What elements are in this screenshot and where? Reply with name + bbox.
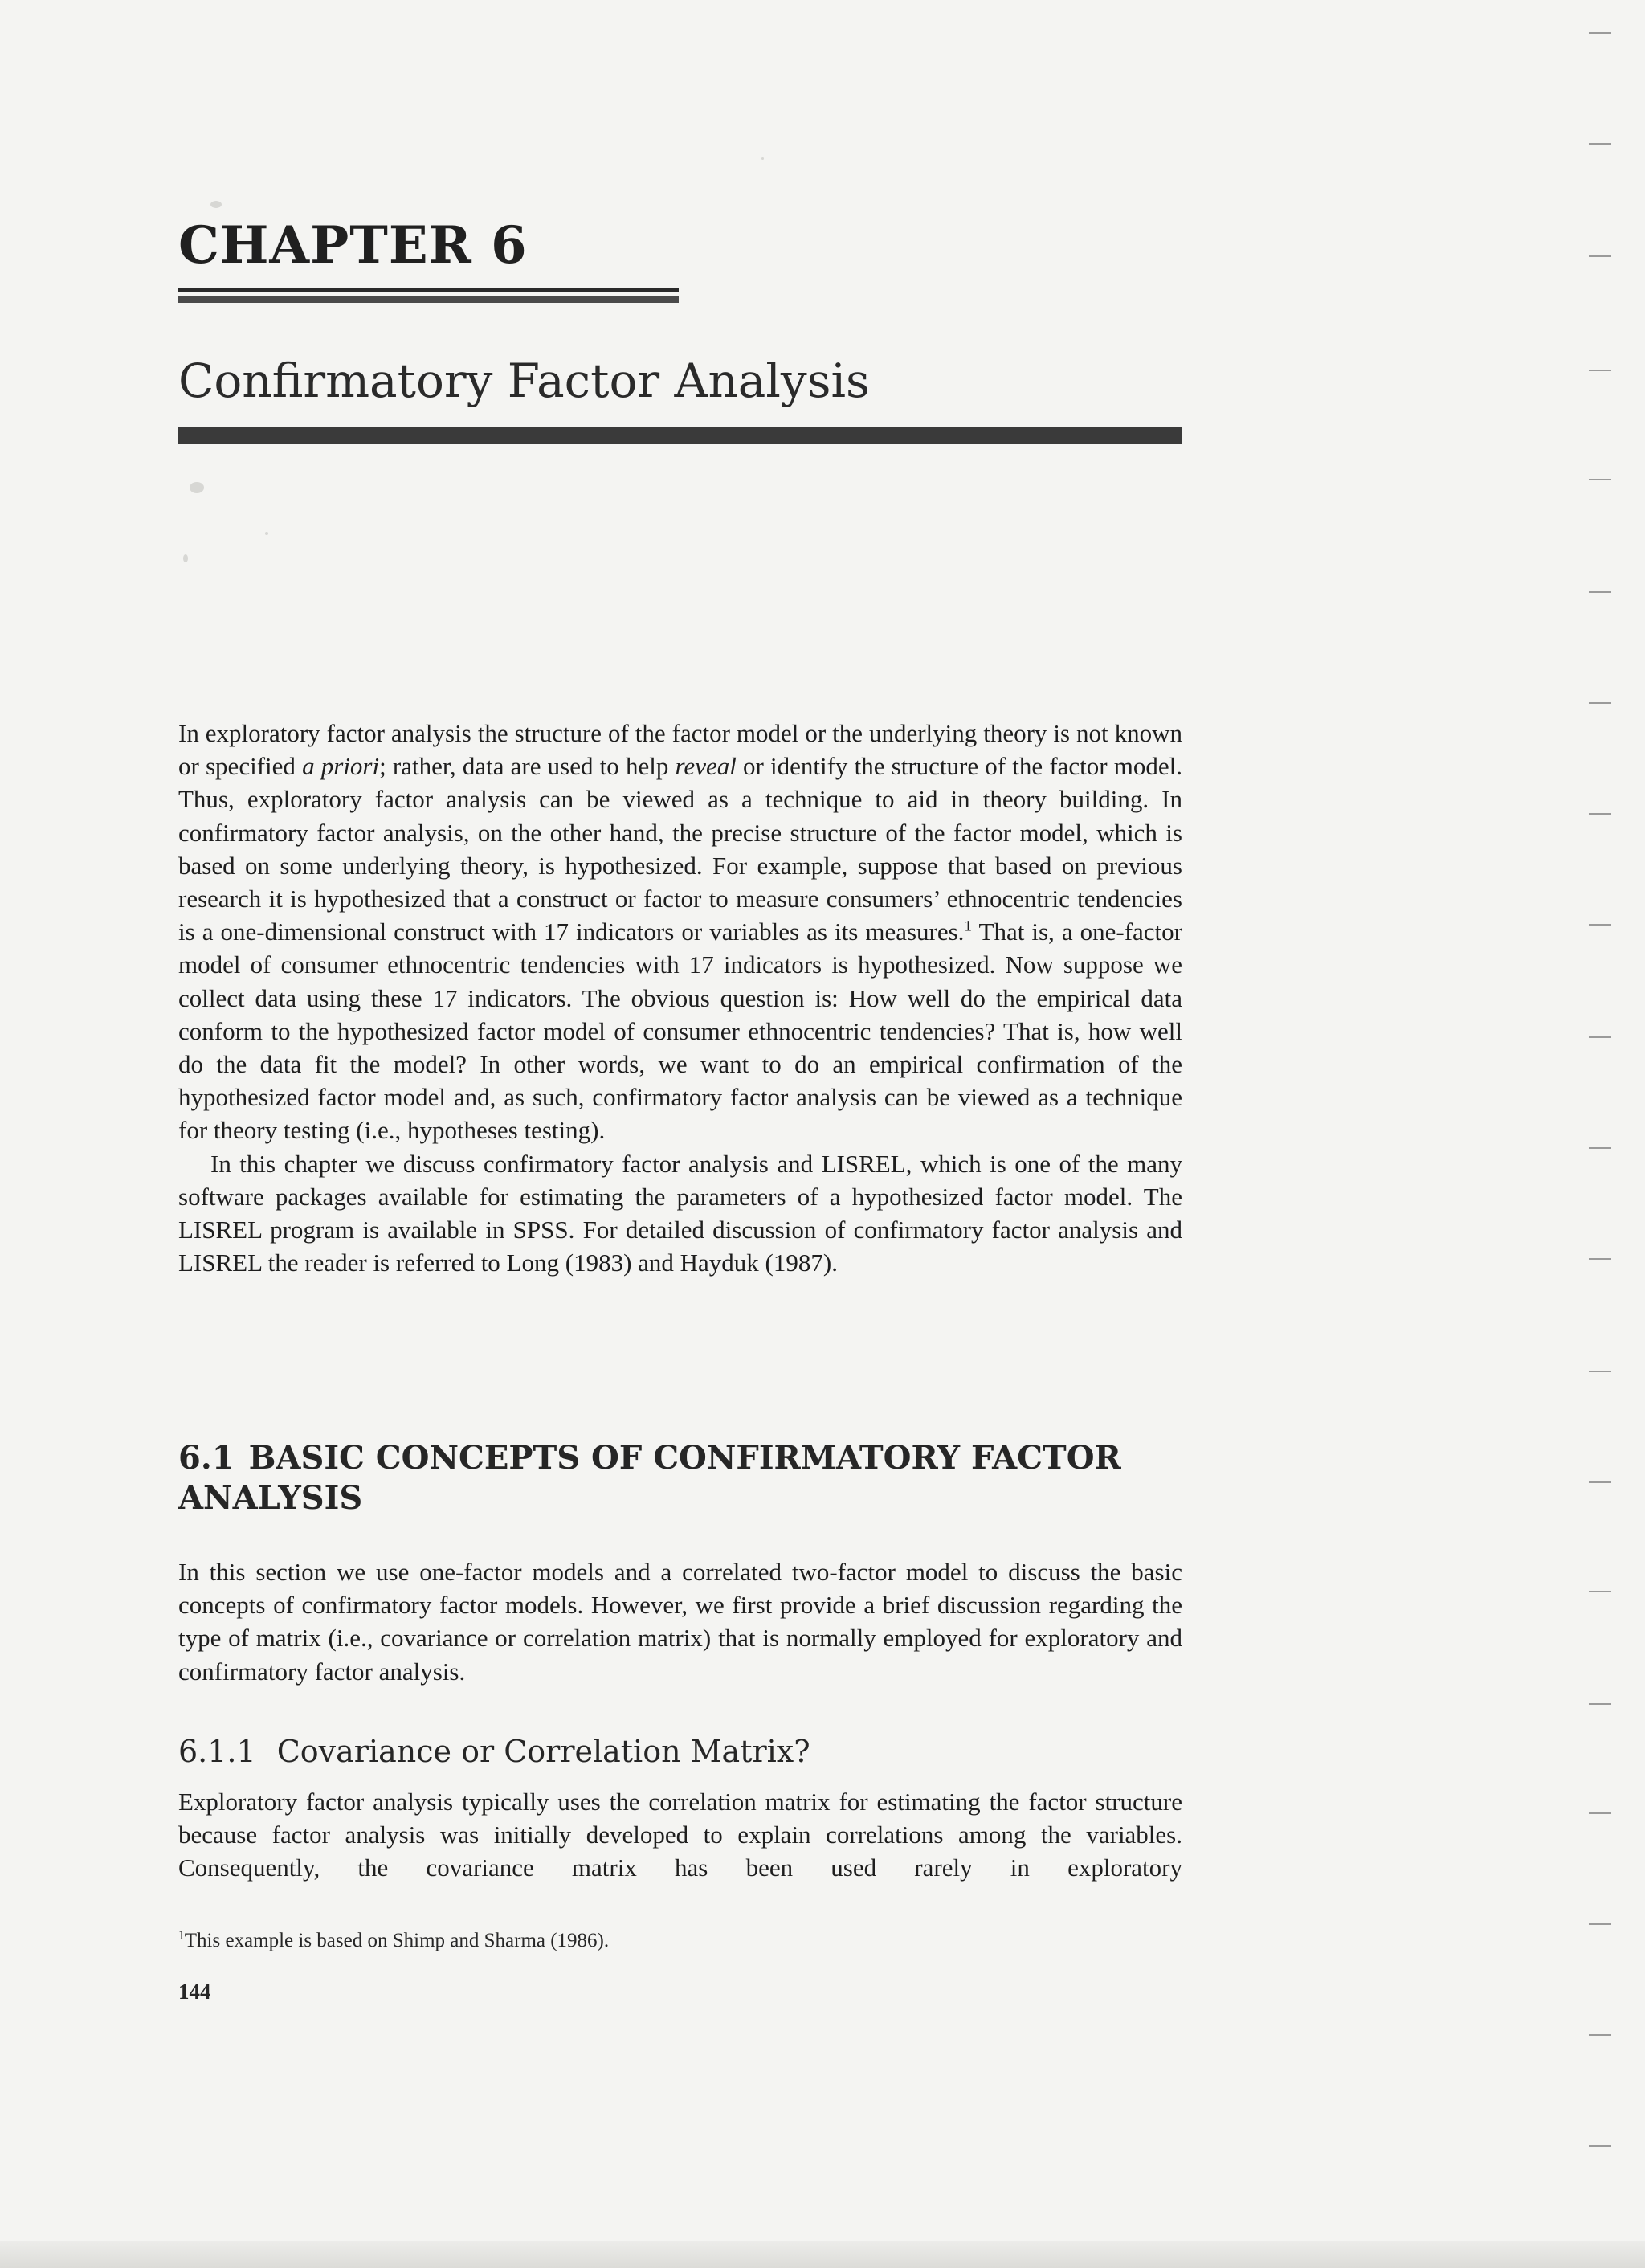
subsection-number: 6.1.1 (178, 1734, 256, 1769)
scan-speck (210, 201, 222, 208)
subsection-title: Covariance or Correlation Matrix? (276, 1734, 810, 1769)
subsection-paragraph: Exploratory factor analysis typically uses the correlation matrix for estimating the factor structure because factor analysis was initially developed to explain correlations among the variables. Consequently, the covariance matrix has been used rarely in exploratory (178, 1788, 1182, 1882)
chapter-title: Confirmatory Factor Analysis (178, 353, 870, 408)
intro-paragraph-1: In exploratory factor analysis the structure of the factor model or the underlying theory is not known or specified a priori; rather, data are used to help reveal or identify the structure of the factor model. Thus, exploratory factor analysis can be viewed as a technique to aid in theory building. In confirmatory factor analysis, on the other hand, the precise structure of the factor model, which is based on some underlying theory, is hypothesized. For example, suppose that based on previous research it is hypothesized that a construct or factor to measure consumers’ ethnocentric tendencies is a one-dimensional construct with 17 indicators or variables as its measures.$^1$ That is, a one-factor model of consumer ethnocentric tendencies with 17 indicators is hypothesized. Now suppose we collect data using these 17 indicators. The obvious question is: How well do the empirical data conform to the hypothesized factor model of consumer ethnocentric tendencies? That is, how well do the data fit the model? In other words, we want to do an empirical confirmation of the hypothesized factor model and, as such, confirmatory factor analysis can be viewed as a technique for theory testing (i.e., hypotheses testing). (178, 719, 1183, 1145)
section-paragraph: In this section we use one-factor models and a correlated two-factor model to discuss the basic concepts of confirmatory factor models. However, we first provide a brief discussion regarding the type of matrix (i.e., covariance or correlation matrix) that is normally employed for exploratory and confirmatory factor analysis. (178, 1558, 1182, 1686)
chapter-label: CHAPTER 6 (178, 215, 528, 276)
scan-speck (190, 482, 204, 493)
page-edge (1582, 0, 1645, 2268)
footnote-mark: 1 (178, 1928, 185, 1943)
scan-bottom-edge (0, 2241, 1645, 2268)
section-heading (178, 1438, 1182, 1518)
scan-speck (265, 532, 268, 535)
intro-text (178, 717, 1182, 1279)
section-text (178, 1555, 1182, 1688)
chapter-rule-top (178, 288, 679, 292)
footnote (178, 1930, 609, 1952)
footnote-ref: 1 (964, 917, 973, 935)
section-title: BASIC CONCEPTS OF CONFIRMATORY FACTOR ANALYSIS (178, 1439, 1121, 1517)
scan-speck (183, 554, 188, 562)
scan-speck (761, 157, 764, 160)
subsection-heading (178, 1734, 810, 1769)
intro-paragraph-2: In this chapter we discuss confirmatory factor analysis and LISREL, which is one of the many software packages available for estimating the parameters of a hypothesized factor model. The LISREL program is available in SPSS. For detailed discussion of confirmatory factor analysis and LISREL the reader is referred to Long (1983) and Hayduk (1987). (178, 1149, 1182, 1277)
page-number: 144 (178, 1980, 211, 2004)
subsection-text (178, 1785, 1182, 1885)
section-number: 6.1 (178, 1439, 235, 1477)
footnote-text: This example is based on Shimp and Sharma (1986). (184, 1930, 610, 1951)
chapter-rule-bottom (178, 296, 679, 303)
title-rule (178, 427, 1182, 444)
